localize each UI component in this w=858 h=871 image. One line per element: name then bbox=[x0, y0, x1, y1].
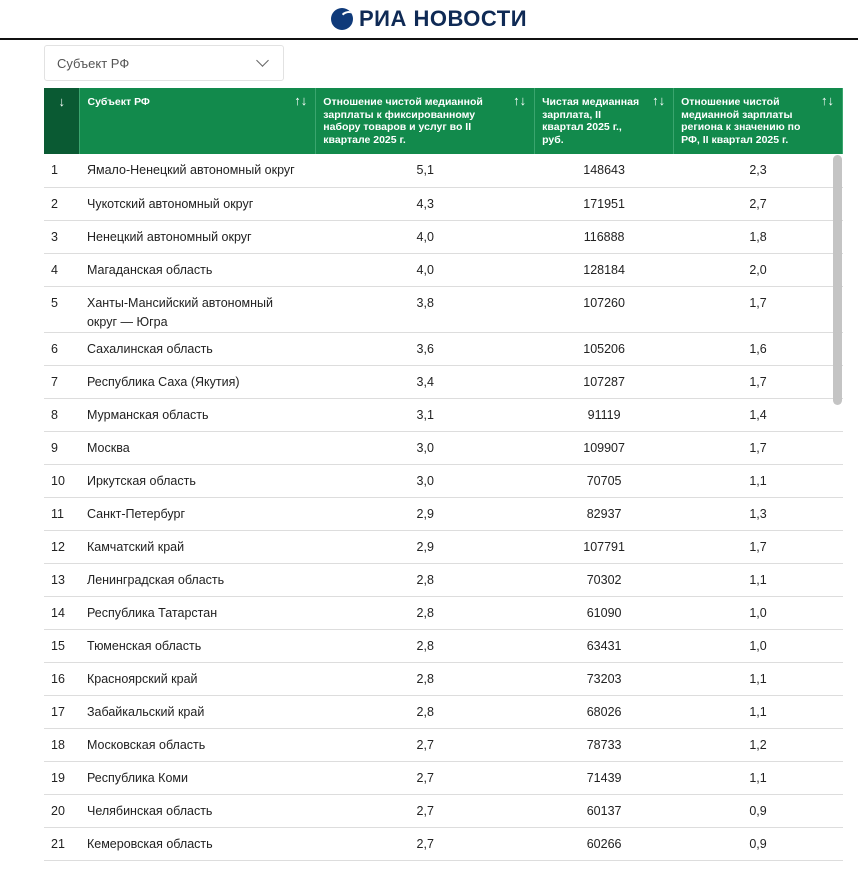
ratio-to-russia: 1,1 bbox=[674, 662, 843, 695]
median-salary: 107791 bbox=[535, 530, 674, 563]
row-rank: 13 bbox=[44, 563, 80, 596]
ratio-to-basket: 2,9 bbox=[316, 530, 535, 563]
row-rank: 12 bbox=[44, 530, 80, 563]
median-salary: 107287 bbox=[535, 365, 674, 398]
ratio-to-russia: 1,1 bbox=[674, 464, 843, 497]
region-name: Республика Саха (Якутия) bbox=[80, 365, 316, 398]
table-row bbox=[44, 365, 843, 398]
median-salary: 61090 bbox=[535, 596, 674, 629]
region-name: Московская область bbox=[80, 728, 316, 761]
ratio-to-basket: 2,7 bbox=[316, 761, 535, 794]
row-rank: 14 bbox=[44, 596, 80, 629]
logo[interactable]: РИА НОВОСТИ bbox=[358, 6, 528, 31]
table-row bbox=[44, 629, 843, 662]
median-salary: 70705 bbox=[535, 464, 674, 497]
ratio-to-russia: 1,7 bbox=[674, 431, 843, 464]
ratio-to-russia: 1,1 bbox=[674, 761, 843, 794]
row-rank: 19 bbox=[44, 761, 80, 794]
column-header[interactable] bbox=[535, 88, 674, 154]
ratio-to-basket: 2,8 bbox=[316, 662, 535, 695]
region-name: Сахалинская область bbox=[80, 332, 316, 365]
ratio-to-russia: 1,7 bbox=[674, 365, 843, 398]
row-rank: 5 bbox=[44, 286, 80, 332]
column-header[interactable] bbox=[316, 88, 535, 154]
median-salary: 107260 bbox=[535, 286, 674, 332]
ratio-to-basket: 3,0 bbox=[316, 431, 535, 464]
ratio-to-russia: 1,3 bbox=[674, 497, 843, 530]
row-rank: 21 bbox=[44, 827, 80, 860]
region-name: Ханты-Мансийский автономный округ — Югра bbox=[80, 286, 316, 332]
region-name: Санкт-Петербург bbox=[80, 497, 316, 530]
ratio-to-basket: 4,0 bbox=[316, 253, 535, 286]
column-header-label: Чистая медианная зарплата, II квартал 2025 г., руб. bbox=[542, 96, 640, 146]
ratio-to-russia: 1,1 bbox=[674, 563, 843, 596]
median-salary: 68026 bbox=[535, 695, 674, 728]
row-rank: 9 bbox=[44, 431, 80, 464]
row-rank: 16 bbox=[44, 662, 80, 695]
row-rank: 10 bbox=[44, 464, 80, 497]
column-header-label: Отношение чистой медианной зарплаты к фиксированному набору товаров и услуг во II квартале 2025 г. bbox=[323, 96, 483, 146]
table-row bbox=[44, 728, 843, 761]
table-row bbox=[44, 662, 843, 695]
median-salary: 60266 bbox=[535, 827, 674, 860]
median-salary: 70302 bbox=[535, 563, 674, 596]
region-name: Магаданская область bbox=[80, 253, 316, 286]
region-name: Красноярский край bbox=[80, 662, 316, 695]
region-name: Мурманская область bbox=[80, 398, 316, 431]
ratio-to-russia: 2,0 bbox=[674, 253, 843, 286]
ratio-to-basket: 2,8 bbox=[316, 695, 535, 728]
median-salary: 148643 bbox=[535, 154, 674, 187]
region-name: Ленинградская область bbox=[80, 563, 316, 596]
table-row bbox=[44, 286, 843, 332]
ratio-to-russia: 1,7 bbox=[674, 530, 843, 563]
table-row bbox=[44, 563, 843, 596]
median-salary: 171951 bbox=[535, 187, 674, 220]
row-rank: 3 bbox=[44, 220, 80, 253]
sort-icon[interactable]: ↑↓ bbox=[294, 93, 308, 108]
column-header-label: Отношение чистой медианной зарплаты региона к значению по РФ, II квартал 2025 г. bbox=[681, 96, 801, 146]
ratio-to-basket: 4,0 bbox=[316, 220, 535, 253]
table-row bbox=[44, 530, 843, 563]
median-salary: 82937 bbox=[535, 497, 674, 530]
sort-icon[interactable]: ↑↓ bbox=[513, 93, 527, 108]
region-name: Забайкальский край bbox=[80, 695, 316, 728]
median-salary: 73203 bbox=[535, 662, 674, 695]
row-rank: 4 bbox=[44, 253, 80, 286]
region-name: Камчатский край bbox=[80, 530, 316, 563]
table-row bbox=[44, 464, 843, 497]
table-row bbox=[44, 695, 843, 728]
row-rank: 7 bbox=[44, 365, 80, 398]
ratio-to-russia: 1,4 bbox=[674, 398, 843, 431]
table-row bbox=[44, 794, 843, 827]
ratio-to-basket: 4,3 bbox=[316, 187, 535, 220]
ratio-to-russia: 0,9 bbox=[674, 794, 843, 827]
median-salary: 71439 bbox=[535, 761, 674, 794]
table-row bbox=[44, 154, 843, 187]
ratio-to-basket: 2,8 bbox=[316, 596, 535, 629]
region-name: Москва bbox=[80, 431, 316, 464]
region-name: Республика Коми bbox=[80, 761, 316, 794]
ratio-to-basket: 2,8 bbox=[316, 563, 535, 596]
median-salary: 63431 bbox=[535, 629, 674, 662]
row-rank: 17 bbox=[44, 695, 80, 728]
median-salary: 116888 bbox=[535, 220, 674, 253]
column-header[interactable] bbox=[674, 88, 843, 154]
region-name: Челябинская область bbox=[80, 794, 316, 827]
median-salary: 128184 bbox=[535, 253, 674, 286]
sort-icon[interactable]: ↑↓ bbox=[821, 93, 834, 108]
ria-logo-icon bbox=[331, 8, 353, 30]
ratio-to-russia: 1,2 bbox=[674, 728, 843, 761]
ratio-to-basket: 3,0 bbox=[316, 464, 535, 497]
row-rank: 2 bbox=[44, 187, 80, 220]
sort-icon[interactable]: ↑↓ bbox=[652, 93, 666, 108]
ratio-to-russia: 1,8 bbox=[674, 220, 843, 253]
table-row bbox=[44, 761, 843, 794]
table-row bbox=[44, 497, 843, 530]
median-salary: 60137 bbox=[535, 794, 674, 827]
ratio-to-russia: 2,7 bbox=[674, 187, 843, 220]
region-select-placeholder: Субъект РФ bbox=[57, 55, 130, 71]
region-name: Чукотский автономный округ bbox=[80, 187, 316, 220]
row-rank: 11 bbox=[44, 497, 80, 530]
ratio-to-russia: 1,6 bbox=[674, 332, 843, 365]
ratio-to-basket: 3,1 bbox=[316, 398, 535, 431]
table-row bbox=[44, 431, 843, 464]
ratio-to-russia: 1,0 bbox=[674, 596, 843, 629]
region-name: Кемеровская область bbox=[80, 827, 316, 860]
ratio-to-russia: 1,1 bbox=[674, 695, 843, 728]
scrollbar[interactable] bbox=[833, 155, 842, 405]
salary-table bbox=[44, 88, 843, 861]
median-salary: 78733 bbox=[535, 728, 674, 761]
ratio-to-basket: 2,9 bbox=[316, 497, 535, 530]
ratio-to-basket: 5,1 bbox=[316, 154, 535, 187]
ratio-to-basket: 3,4 bbox=[316, 365, 535, 398]
column-header-label: Субъект РФ bbox=[87, 96, 150, 108]
table-row bbox=[44, 827, 843, 860]
table-row bbox=[44, 398, 843, 431]
table-row bbox=[44, 332, 843, 365]
region-name: Иркутская область bbox=[80, 464, 316, 497]
row-rank: 8 bbox=[44, 398, 80, 431]
ratio-to-russia: 2,3 bbox=[674, 154, 843, 187]
ratio-to-russia: 1,0 bbox=[674, 629, 843, 662]
median-salary: 109907 bbox=[535, 431, 674, 464]
region-name: Ямало-Ненецкий автономный округ bbox=[80, 154, 316, 187]
sort-index-header[interactable]: ↓ bbox=[44, 88, 80, 154]
region-name: Тюменская область bbox=[80, 629, 316, 662]
row-rank: 6 bbox=[44, 332, 80, 365]
table-row bbox=[44, 253, 843, 286]
header bbox=[0, 0, 858, 40]
column-header[interactable] bbox=[80, 88, 316, 154]
median-salary: 91119 bbox=[535, 398, 674, 431]
table-row bbox=[44, 596, 843, 629]
table-row bbox=[44, 220, 843, 253]
chevron-down-icon bbox=[256, 54, 269, 67]
median-salary: 105206 bbox=[535, 332, 674, 365]
ratio-to-basket: 2,7 bbox=[316, 794, 535, 827]
table-row bbox=[44, 187, 843, 220]
ratio-to-russia: 1,7 bbox=[674, 286, 843, 332]
region-name: Ненецкий автономный округ bbox=[80, 220, 316, 253]
region-select[interactable] bbox=[44, 45, 284, 81]
ratio-to-basket: 3,8 bbox=[316, 286, 535, 332]
region-name: Республика Татарстан bbox=[80, 596, 316, 629]
row-rank: 18 bbox=[44, 728, 80, 761]
row-rank: 15 bbox=[44, 629, 80, 662]
ratio-to-basket: 3,6 bbox=[316, 332, 535, 365]
ratio-to-basket: 2,7 bbox=[316, 827, 535, 860]
row-rank: 1 bbox=[44, 154, 80, 187]
ratio-to-russia: 0,9 bbox=[674, 827, 843, 860]
ratio-to-basket: 2,8 bbox=[316, 629, 535, 662]
row-rank: 20 bbox=[44, 794, 80, 827]
ratio-to-basket: 2,7 bbox=[316, 728, 535, 761]
